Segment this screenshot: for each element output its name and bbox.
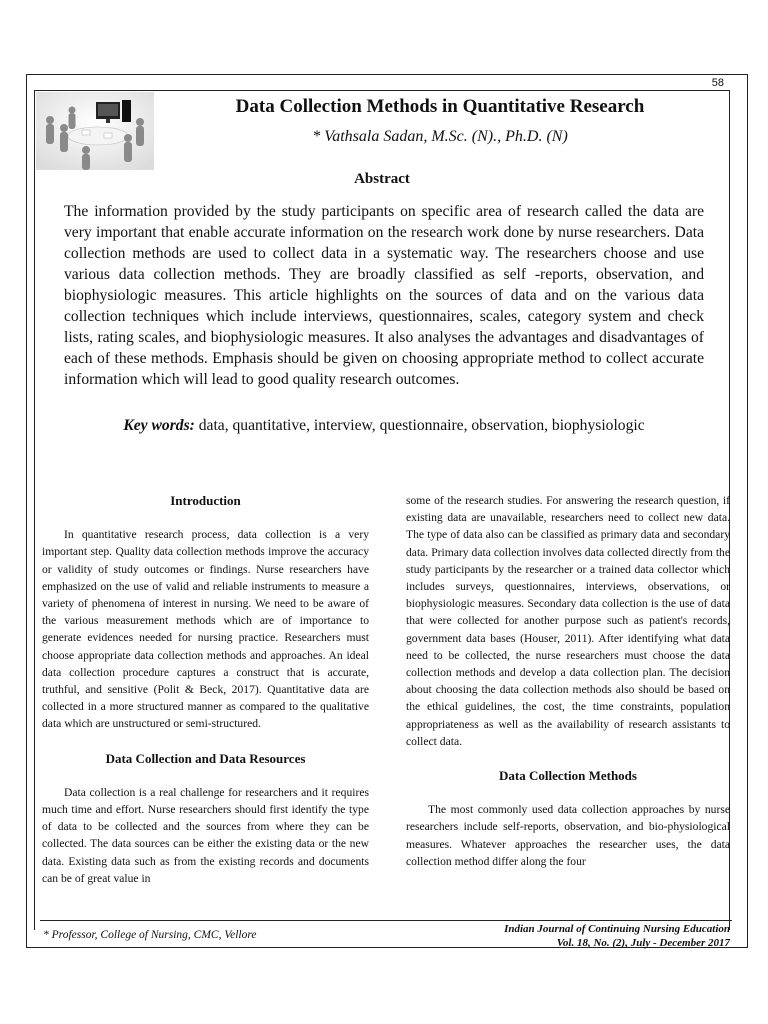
data-resources-paragraph: Data collection is a real challenge for researchers and it requires much time and effort. Nurse researchers should first identify the type of data to be collected and the sources from where they can be collected. The data sources can be either the existing data or the new data. Existing data such as from the existing records and documents can be of great value in <box>42 785 369 885</box>
left-column <box>42 492 369 887</box>
meeting-illustration <box>36 92 154 170</box>
page-number: 58 <box>711 77 724 89</box>
introduction-paragraph: In quantitative research process, data collection is a very important step. Quality data collection methods improve the accuracy or validity of study outcomes or findings. Nurse researchers have emphasized on the use of valid and reliable instruments to measure a variety of phenomena of interest in nursing. We need to be aware of the various measurement methods which are of importance to generate evidences needed for nursing practice. Researchers must choose appropriate data collection methods and approaches. An ideal data collection procedure captures a construct that is accurate, truthful, and sensitive (Polit & Beck, 2017). Quantitative data are collected in a more structured manner as compared to the qualitative data which are unstructured or semi-structured. <box>42 528 369 731</box>
keywords-text: data, quantitative, interview, questionnaire, observation, biophysiologic <box>194 417 645 434</box>
abstract-heading: Abstract <box>354 171 410 187</box>
introduction-heading: Introduction <box>170 493 241 508</box>
footer-divider <box>40 920 732 921</box>
data-collection-methods-heading: Data Collection Methods <box>499 768 637 784</box>
data-collection-methods-paragraph: The most commonly used data collection approaches by nurse researchers include self-reports, observation, and bio-physiological measures. Whatever approaches the researcher uses, the data collection method differ along the four <box>406 803 730 868</box>
footnote-affiliation: * Professor, College of Nursing, CMC, Vellore <box>43 929 257 941</box>
continued-paragraph: some of the research studies. For answering the research question, if existing data are unavailable, researchers need to collect new data. The type of data also can be classified as primary data and secondary data. Primary data collection involves data collected directly from the study participants by the researcher or a trained data collector which includes surveys, questionnaires, interviews, observations, or biophysiologic measures. Secondary data collection is the use of data that were collected for another purpose such as patient's records, government data bases (Houser, 2011). After identifying what data need to be collected, the nurse researchers must choose the data collection methods and develop a data collection plan. The decision about choosing the data collection methods also should be based on the ethical guidelines, the cost, the time constraints, population appropriateness as well as the availability of research assistants to collect data. <box>406 494 730 748</box>
author-line: * Vathsala Sadan, M.Sc. (N)., Ph.D. (N) <box>312 128 568 145</box>
abstract-body: The information provided by the study participants on specific area of research called the data are very important that enable accurate information on the research work done by nurse researchers. Data collection methods are used to collect data in a systematic way. The researchers choose and use various data collection methods. They are broadly classified as self -reports, observation, and biophysiologic measures. This article highlights on the sources of data and on the various data collection techniques which include interviews, questionnaires, scales, category system and check lists, rating scales, and biophysiologic measures. It also analyses the advantages and disadvantages of each of these methods. Emphasis should be given on choosing appropriate method to collect accurate information which will lead to good quality research outcomes. <box>64 203 704 388</box>
keywords-label: Key words: <box>123 417 195 434</box>
journal-citation <box>504 922 730 950</box>
right-column <box>406 492 730 870</box>
journal-volume: Vol. 18, No. (2), July - December 2017 <box>556 937 730 949</box>
article-title: Data Collection Methods in Quantitative Research <box>235 96 645 117</box>
journal-name: Indian Journal of Continuing Nursing Education <box>504 923 730 935</box>
data-resources-heading: Data Collection and Data Resources <box>105 750 306 766</box>
keywords <box>64 417 704 435</box>
